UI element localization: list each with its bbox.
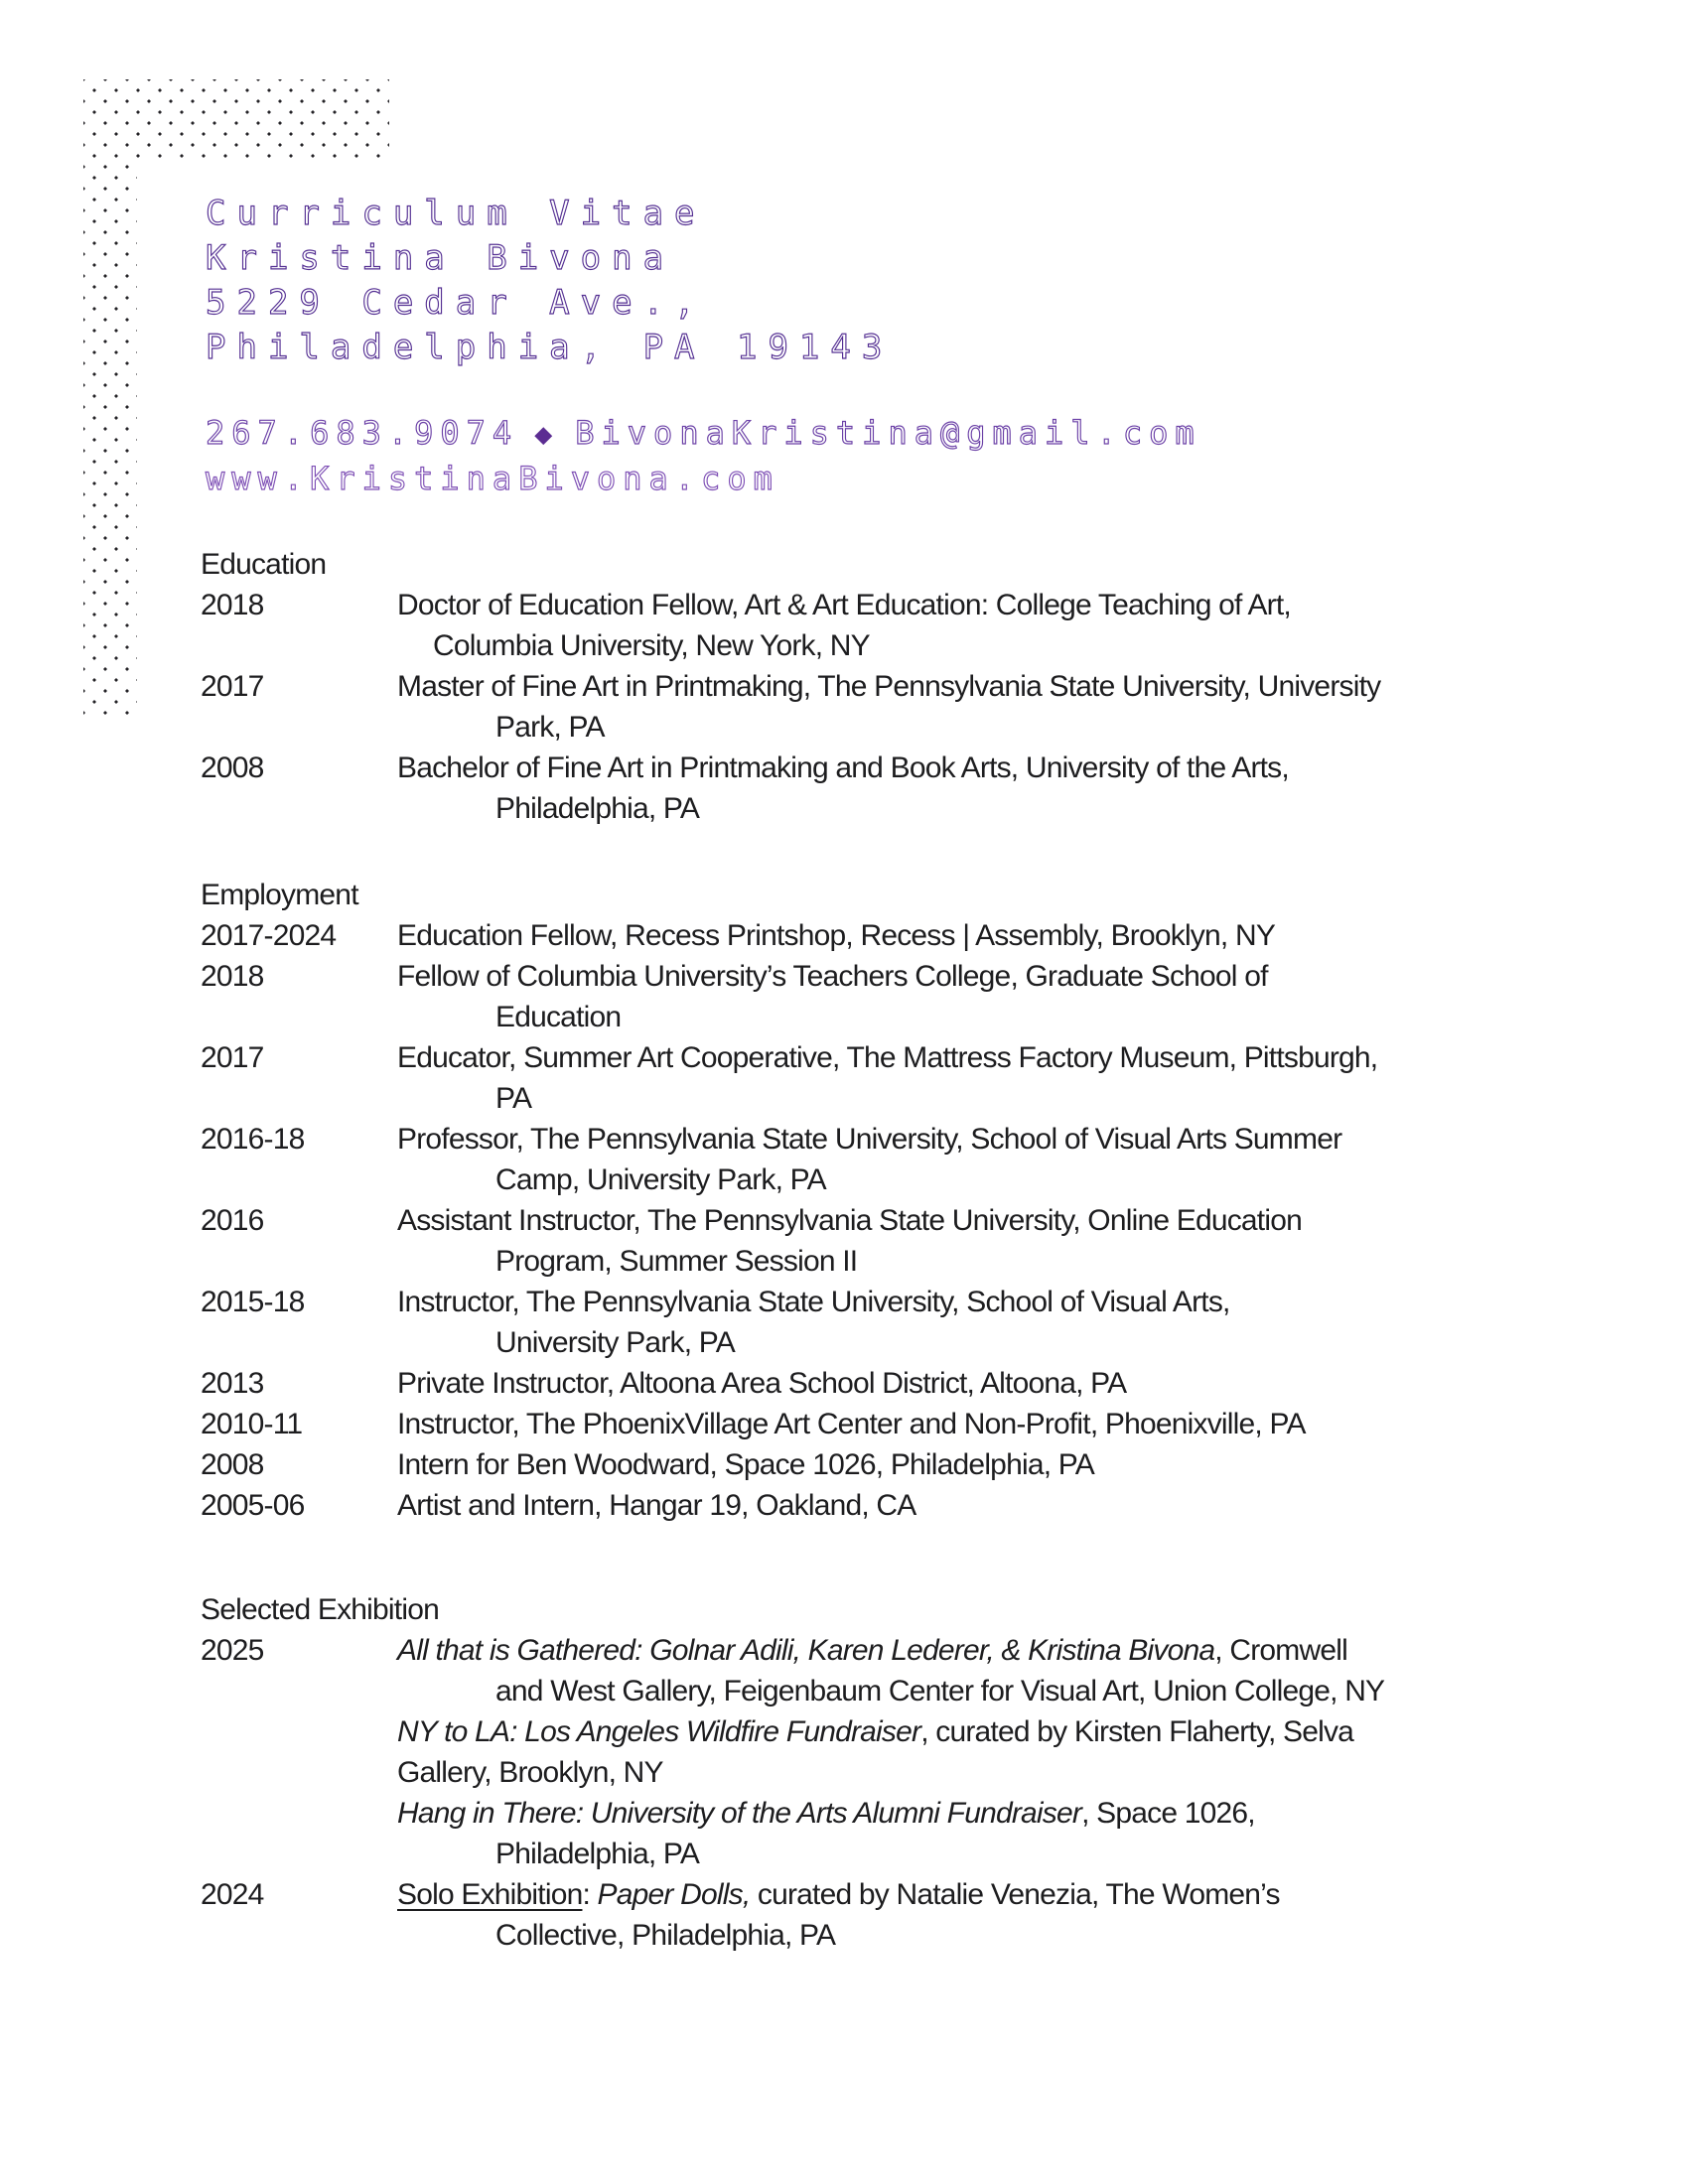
year-label xyxy=(201,707,397,748)
text-run: , curated by Kirsten Flaherty, Selva xyxy=(920,1715,1354,1748)
line-text xyxy=(397,1874,1280,1915)
section-heading: Education xyxy=(201,548,327,581)
cv-line xyxy=(201,1322,1611,1363)
cv-line xyxy=(201,1793,1611,1834)
year-label xyxy=(201,1322,397,1363)
text-run: , Space 1026, xyxy=(1081,1797,1255,1830)
line-text xyxy=(397,1444,1094,1485)
cv-line xyxy=(201,997,1611,1037)
text-run: Education Fellow, Recess Printshop, Recess | Assembly, Brooklyn, NY xyxy=(397,919,1276,952)
year-label: 2025 xyxy=(201,1634,264,1667)
year-label xyxy=(201,1915,397,1956)
line-text xyxy=(397,1363,1126,1404)
year-label: 2010-11 xyxy=(201,1408,303,1440)
line-text xyxy=(495,1915,835,1956)
text-run: Program, Summer Session II xyxy=(495,1245,858,1278)
year-label: 2017 xyxy=(201,1041,264,1074)
city-state-zip: Philadelphia, PA 19143 xyxy=(206,328,894,367)
exhibition-title: All that is Gathered: Golnar Adili, Karen Lederer, & Kristina Bivona xyxy=(397,1634,1215,1667)
text-run: Collective, Philadelphia, PA xyxy=(495,1919,836,1952)
cv-line xyxy=(201,788,1611,829)
cv-body xyxy=(201,544,1611,1956)
year-label xyxy=(201,788,397,829)
line-text xyxy=(397,1404,1306,1444)
year-label xyxy=(201,1671,397,1711)
line-text xyxy=(495,1671,1384,1711)
cv-line xyxy=(201,1671,1611,1711)
year-label: 2015-18 xyxy=(201,1286,305,1318)
exhibition-title: Hang in There: University of the Arts Alumni Fundraiser xyxy=(397,1797,1082,1830)
text-run: Instructor, The PhoenixVillage Art Center and Non-Profit, Phoenixville, PA xyxy=(397,1408,1306,1440)
email-address: BivonaKristina@gmail.com xyxy=(575,414,1201,452)
line-text xyxy=(495,997,621,1037)
cv-line xyxy=(201,1752,1611,1793)
text-run: Intern for Ben Woodward, Space 1026, Philadelphia, PA xyxy=(397,1448,1094,1481)
year-label: 2017-2024 xyxy=(201,919,337,952)
year-label: 2016-18 xyxy=(201,1123,305,1156)
year-label xyxy=(201,1793,397,1834)
cv-line xyxy=(201,1119,1611,1160)
line-text xyxy=(397,1752,663,1793)
underlined-label: Solo Exhibition xyxy=(397,1878,583,1911)
line-text xyxy=(495,1834,699,1874)
year-label xyxy=(201,997,397,1037)
year-label xyxy=(201,1711,397,1752)
text-run: Fellow of Columbia University’s Teachers College, Graduate School of xyxy=(397,960,1268,993)
text-run: Instructor, The Pennsylvania State University, School of Visual Arts, xyxy=(397,1286,1230,1318)
section-selected-exhibition xyxy=(201,1589,1611,1956)
year-label xyxy=(201,1241,397,1282)
header-block xyxy=(206,192,893,370)
section-heading: Employment xyxy=(201,879,358,911)
cv-line xyxy=(201,748,1611,788)
cv-line xyxy=(201,1711,1611,1752)
line-text xyxy=(495,1160,826,1200)
year-label xyxy=(201,1834,397,1874)
year-label: 2013 xyxy=(201,1367,264,1400)
line-text xyxy=(397,1485,916,1526)
section-employment xyxy=(201,875,1611,1526)
line-text xyxy=(397,1037,1377,1078)
text-run: Bachelor of Fine Art in Printmaking and Book Arts, University of the Arts, xyxy=(397,751,1289,784)
cv-line xyxy=(201,585,1611,625)
text-run: curated by Natalie Venezia, The Women’s xyxy=(750,1878,1280,1911)
cv-line xyxy=(201,1834,1611,1874)
cv-line xyxy=(201,1282,1611,1322)
line-text xyxy=(397,915,1275,956)
text-run: , Cromwell xyxy=(1214,1634,1347,1667)
cv-line xyxy=(201,1200,1611,1241)
cv-line xyxy=(201,915,1611,956)
text-run: Professor, The Pennsylvania State University, School of Visual Arts Summer xyxy=(397,1123,1342,1156)
line-text xyxy=(495,788,699,829)
line-text xyxy=(397,748,1289,788)
line-text xyxy=(397,1711,1353,1752)
line-text xyxy=(397,1793,1255,1834)
text-run: Education xyxy=(495,1001,622,1033)
text-run: Assistant Instructor, The Pennsylvania State University, Online Education xyxy=(397,1204,1302,1237)
line-text xyxy=(397,1630,1347,1671)
document-title: Curriculum Vitae xyxy=(206,194,706,233)
line-text xyxy=(397,1119,1341,1160)
phone-number: 267.683.9074 xyxy=(206,414,519,452)
text-run: Gallery, Brooklyn, NY xyxy=(397,1756,663,1789)
exhibition-title: NY to LA: Los Angeles Wildfire Fundraiser xyxy=(397,1715,921,1748)
text-run: Master of Fine Art in Printmaking, The Pennsylvania State University, University xyxy=(397,670,1381,703)
cv-line xyxy=(201,1915,1611,1956)
year-label xyxy=(201,1078,397,1119)
cv-line xyxy=(201,1630,1611,1671)
cv-line xyxy=(201,1485,1611,1526)
text-run: Columbia University, New York, NY xyxy=(433,629,870,662)
text-run: Philadelphia, PA xyxy=(495,792,700,825)
year-label: 2008 xyxy=(201,1448,264,1481)
website-url: www.KristinaBivona.com xyxy=(206,460,779,497)
line-text xyxy=(397,585,1291,625)
line-text xyxy=(495,707,605,748)
exhibition-title: Paper Dolls, xyxy=(597,1878,751,1911)
cv-line xyxy=(201,1241,1611,1282)
contact-line xyxy=(206,411,1201,457)
text-run: PA xyxy=(495,1082,532,1115)
line-text xyxy=(397,956,1268,997)
cv-line xyxy=(201,956,1611,997)
cv-line xyxy=(201,625,1611,666)
section-education xyxy=(201,544,1611,829)
contact-block xyxy=(206,411,1201,501)
text-run: Private Instructor, Altoona Area School District, Altoona, PA xyxy=(397,1367,1127,1400)
cv-line xyxy=(201,1444,1611,1485)
cv-line xyxy=(201,1404,1611,1444)
person-name: Kristina Bivona xyxy=(206,238,675,278)
year-label: 2017 xyxy=(201,670,264,703)
text-run: Educator, Summer Art Cooperative, The Mattress Factory Museum, Pittsburgh, xyxy=(397,1041,1378,1074)
line-text xyxy=(495,1078,531,1119)
line-text xyxy=(397,666,1380,707)
section-heading: Selected Exhibition xyxy=(201,1593,439,1626)
year-label: 2024 xyxy=(201,1878,264,1911)
year-label: 2008 xyxy=(201,751,264,784)
text-run: and West Gallery, Feigenbaum Center for Visual Art, Union College, NY xyxy=(495,1675,1385,1707)
dot-pattern-left xyxy=(83,79,137,721)
text-run: Park, PA xyxy=(495,711,605,744)
year-label xyxy=(201,1752,397,1793)
text-run: Doctor of Education Fellow, Art & Art Education: College Teaching of Art, xyxy=(397,589,1291,621)
line-text xyxy=(397,1282,1230,1322)
cv-line xyxy=(201,666,1611,707)
year-label xyxy=(201,625,397,666)
cv-line xyxy=(201,1363,1611,1404)
text-run: : xyxy=(582,1878,598,1911)
text-run: Philadelphia, PA xyxy=(495,1838,700,1870)
cv-line xyxy=(201,707,1611,748)
line-text xyxy=(495,1241,857,1282)
text-run: Artist and Intern, Hangar 19, Oakland, CA xyxy=(397,1489,916,1522)
text-run: University Park, PA xyxy=(495,1326,735,1359)
street-address: 5229 Cedar Ave., xyxy=(206,283,706,323)
cv-line xyxy=(201,1078,1611,1119)
year-label: 2018 xyxy=(201,589,264,621)
year-label: 2016 xyxy=(201,1204,264,1237)
diamond-icon: ◆ xyxy=(534,417,560,452)
line-text xyxy=(433,625,870,666)
text-run: Camp, University Park, PA xyxy=(495,1163,826,1196)
line-text xyxy=(397,1200,1302,1241)
cv-line xyxy=(201,1037,1611,1078)
year-label xyxy=(201,1160,397,1200)
year-label: 2005-06 xyxy=(201,1489,305,1522)
cv-line xyxy=(201,1160,1611,1200)
year-label: 2018 xyxy=(201,960,264,993)
cv-line xyxy=(201,1874,1611,1915)
line-text xyxy=(495,1322,735,1363)
